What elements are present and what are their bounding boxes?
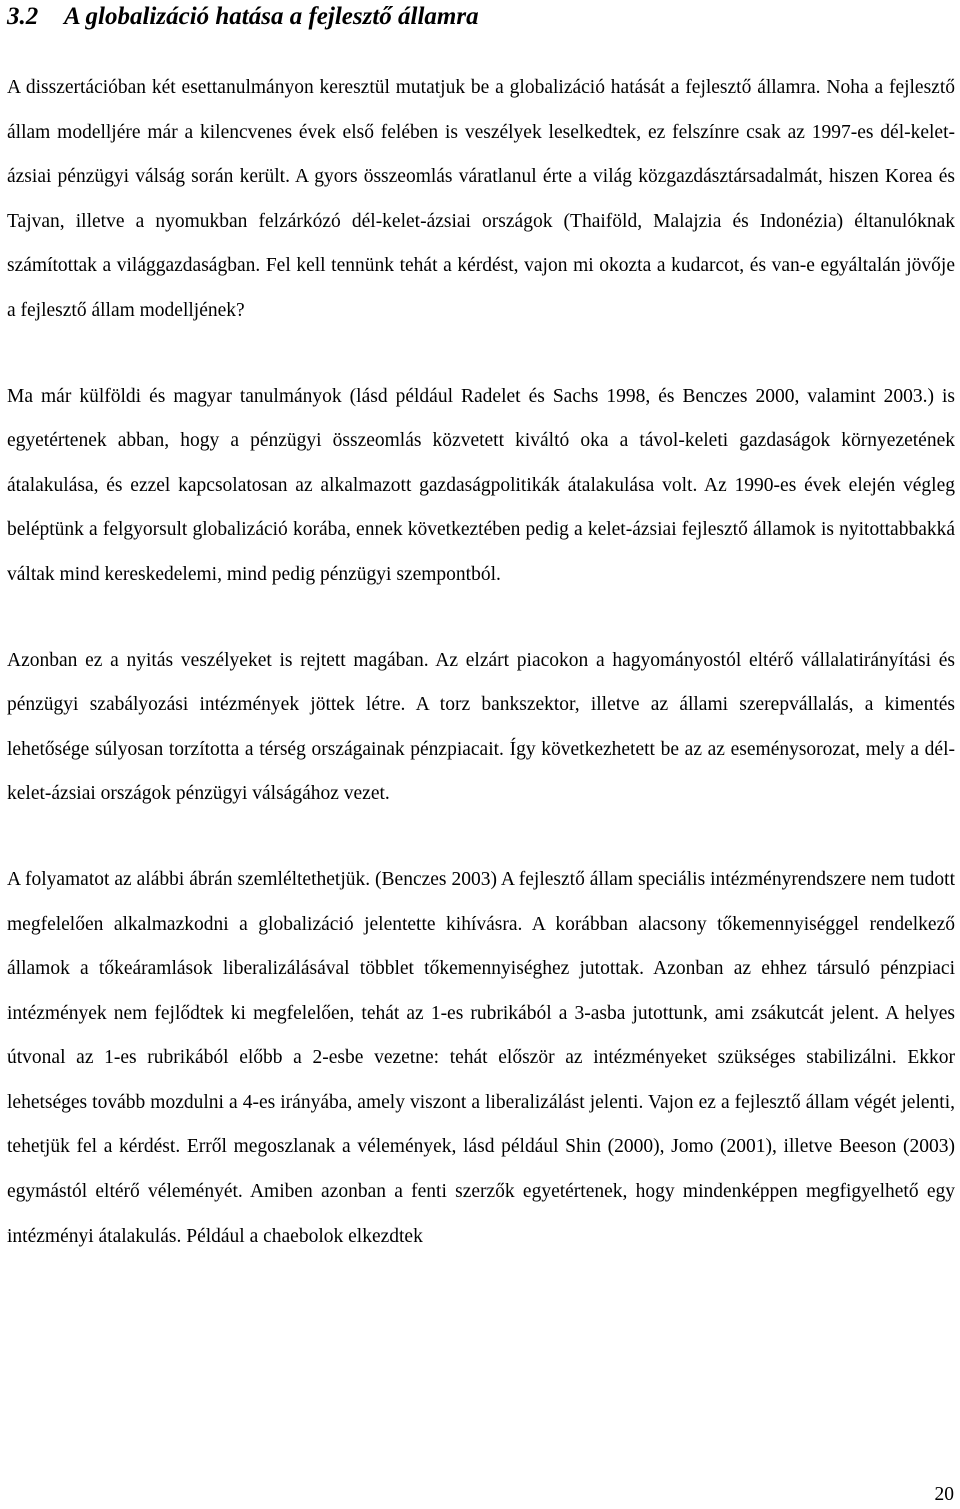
paragraph-1: A disszertációban két esettanulmányon keresztül mutatjuk be a globalizáció hatását a fejlesztő államra. Noha a fejlesztő állam modelljére már a kilencvenes évek első felében is veszélyek leselkedtek, ez felszínre csak az 1997-es dél-kelet-ázsiai pénzügyi válság során került. A gyors összeomlás váratlanul érte a világ közgazdásztársadalmát, hiszen Korea és Tajvan, illetve a nyomukban felzárkózó dél-kelet-ázsiai országok (Thaiföld, Malajzia és Indonézia) éltanulóknak számítottak a világgazdaságban. Fel kell tennünk tehát a kérdést, vajon mi okozta a kudarcot, és van-e egyáltalán jövője a fejlesztő állam modelljének? [7, 77, 955, 321]
section-number: 3.2 [7, 3, 39, 30]
paragraph-2: Ma már külföldi és magyar tanulmányok (lásd például Radelet és Sachs 1998, és Benczes 2000, valamint 2003.) is egyetértenek abban, hogy a pénzügyi összeomlás közvetett kiváltó oka a távol-keleti gazdaságok környezetének átalakulása, és ezzel kapcsolatosan az alkalmazott gazdaságpolitikák átalakulása volt. Az 1990-es évek elején végleg beléptünk a felgyorsult globalizáció korába, ennek következtében pedig a kelet-ázsiai fejlesztő államok is nyitottabbakká váltak mind kereskedelemi, mind pedig pénzügyi szempontból. [7, 385, 955, 585]
paragraph-4: A folyamatot az alábbi ábrán szemléltethetjük. (Benczes 2003) A fejlesztő állam speciális intézményrendszere nem tudott megfelelően alkalmazkodni a globalizáció jelentette kihívásra. A korábban alacsony tőkemennyiséggel rendelkező államok a tőkeáramlások liberalizálásával többlet tőkemennyiséghez jutottak. Azonban az ehhez társuló pénzpiaci intézmények nem fejlődtek ki megfelelően, tehát az 1-es rubrikából a 3-asba jutottunk, ami zsákutcát jelent. A helyes útvonal az 1-es rubrikából előbb a 2-esbe vezetne: tehát először az intézményeket szükséges stabilizálni. Ekkor lehetséges tovább mozdulni a 4-es irányába, amely viszont a liberalizálást jelenti. Vajon ez a fejlesztő állam végét jelenti, tehetjük fel a kérdést. Erről megoszlanak a vélemények, lásd például Shin (2000), Jomo (2001), illetve Beeson (2003) egymástól eltérő véleményét. Amiben azonban a fenti szerzők egyetértenek, hogy mindenképpen megfigyelhető egy intézményi átalakulás. Például a chaebolok elkezdtek [7, 868, 955, 1247]
paragraph-3: Azonban ez a nyitás veszélyeket is rejtett magában. Az elzárt piacokon a hagyományostól eltérő vállalatirányítási és pénzügyi szabályozási intézmények jöttek létre. A torz bankszektor, illetve az állami szerepvállalás, a kimentés lehetősége súlyosan torzította a térség országainak pénzpiacait. Így következhetett be az az eseménysorozat, mely a dél-kelet-ázsiai országok pénzügyi válságához vezet. [7, 649, 955, 805]
page-number: 20 [934, 1484, 954, 1505]
section-title: A globalizáció hatása a fejlesztő államra [64, 3, 479, 30]
document-page [7, 0, 955, 1259]
section-heading [7, 0, 955, 32]
